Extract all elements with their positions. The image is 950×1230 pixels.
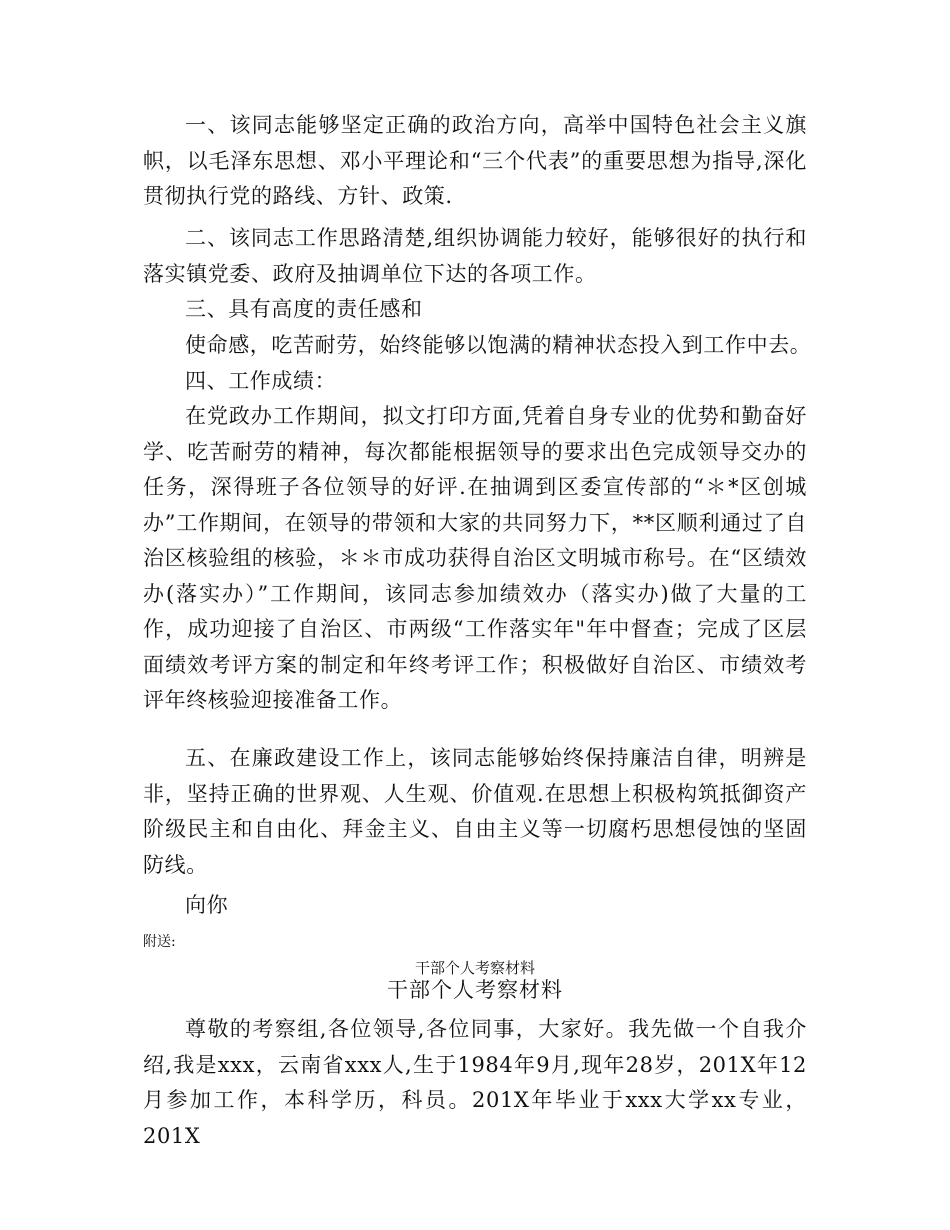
document-title: 干部个人考察材料 [387,978,563,1002]
document-subtitle: 干部个人考察材料 [414,959,535,977]
attachment-label: 附送: [143,934,176,950]
paragraph-integrity: 五、在廉政建设工作上，该同志能够始终保持廉洁自律，明辨是非，坚持正确的世界观、人生观、价值观.在思想上积极构筑抵御资产阶级民主和自由化、拜金主义、自由主义等一切腐朽思想侵蚀的坚固防线。 [143,746,807,877]
paragraph-self-introduction: 尊敬的考察组,各位领导,各位同事，大家好。我先做一个自我介绍,我是xxx，云南省xxx人,生于1984年9月,现年28岁，201X年12月参加工作，本科学历，科员。201X年毕业于xxx大学xx专业，201X [143,1017,807,1148]
paragraph-work-approach: 二、该同志工作思路清楚,组织协调能力较好，能够很好的执行和落实镇党委、政府及抽调单位下达的各项工作。 [143,226,807,286]
paragraph-mission: 使命感，吃苦耐劳，始终能够以饱满的精神状态投入到工作中去。 [185,333,812,357]
paragraph-responsibility: 三、具有高度的责任感和 [185,297,423,321]
paragraph-achievements-heading: 四、工作成绩： [185,369,337,393]
paragraph-to-you: 向你 [185,893,229,917]
paragraph-political-direction: 一、该同志能够坚定正确的政治方向，高举中国特色社会主义旗帜，以毛泽东思想、邓小平理论和“三个代表”的重要思想为指导,深化贯彻执行党的路线、方针、政策. [143,113,807,208]
paragraph-achievements: 在党政办工作期间，拟文打印方面,凭着自身专业的优势和勤奋好学、吃苦耐劳的精神，每次都能根据领导的要求出色完成领导交办的任务，深得班子各位领导的好评.在抽调到区委宣传部的“＊*区创城办”工作期间，在领导的带领和大家的共同努力下，**区顺利通过了自治区核验组的核验，＊＊市成功获得自治区文明城市称号。在“区绩效办(落实办）”工作期间，该同志参加绩效办（落实办)做了大量的工作，成功迎接了自治区、市两级“工作落实年"年中督查；完成了区层面绩效考评方案的制定和年终考评工作；积极做好自治区、市绩效考评年终核验迎接准备工作。 [143,404,807,712]
